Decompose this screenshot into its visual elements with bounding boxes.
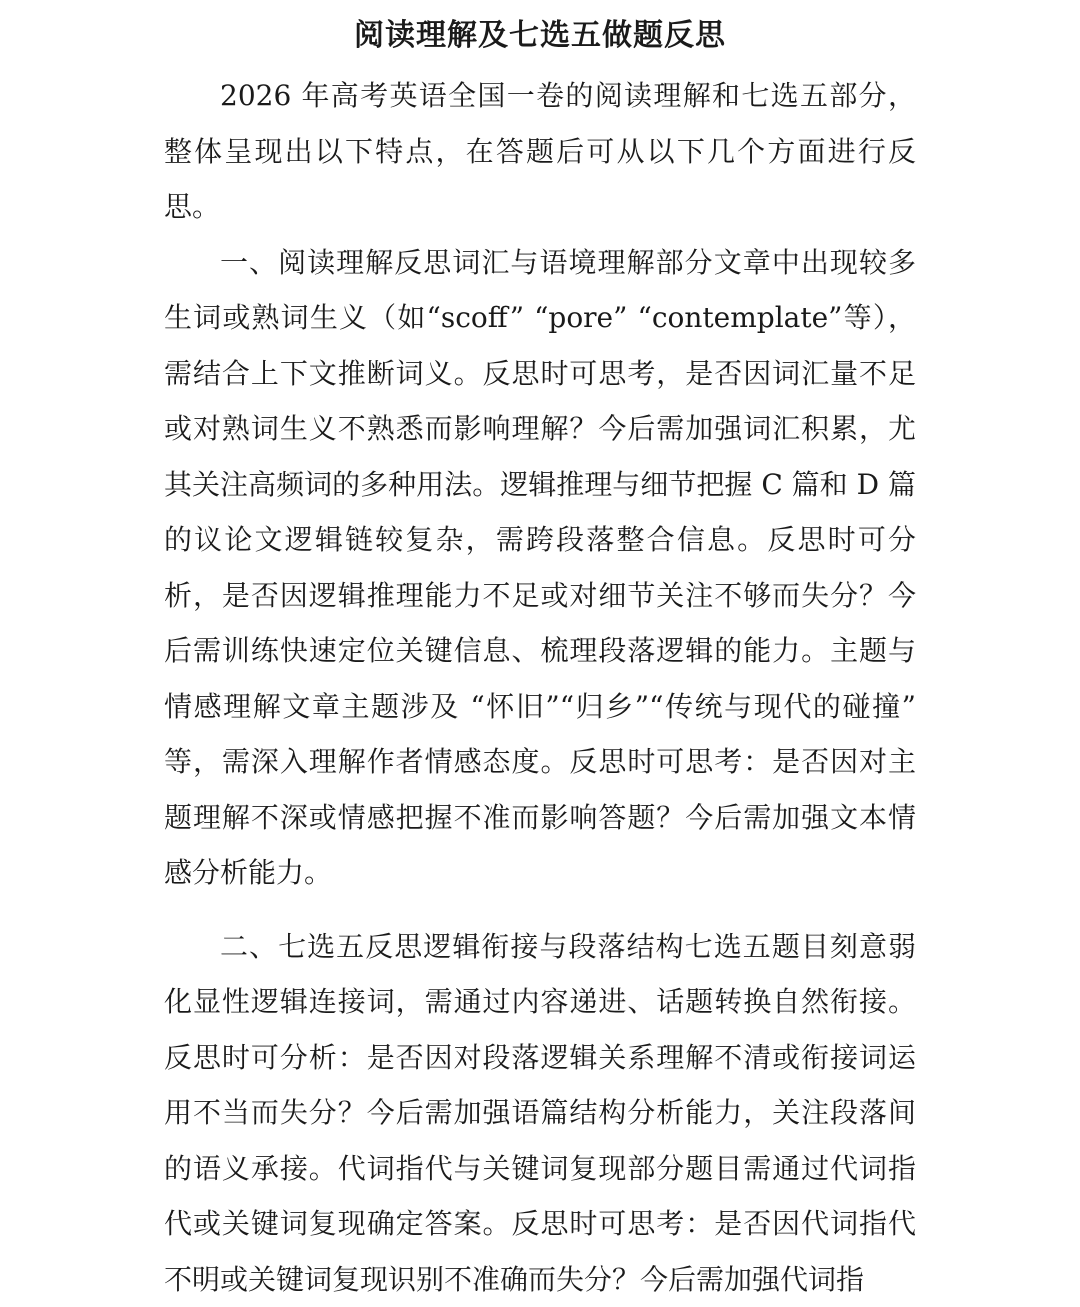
document-body bbox=[164, 68, 916, 1307]
seven-choose-five-paragraph: 二、七选五反思逻辑衔接与段落结构七选五题目刻意弱化显性逻辑连接词，需通过内容递进、话题转换自然衔接。反思时可分析：是否因对段落逻辑关系理解不清或衔接词运用不当而失分？今后需加强语篇结构分析能力，关注段落间的语义承接。代词指代与关键词复现部分题目需通过代词指代或关键词复现确定答案。反思时可思考：是否因代词指代不明或关键词复现识别不准确而失分？今后需加强代词指 bbox=[164, 919, 916, 1307]
document-title: 阅读理解及七选五做题反思 bbox=[164, 14, 916, 58]
reading-reflection-paragraph: 一、阅读理解反思词汇与语境理解部分文章中出现较多生词或熟词生义（如“scoff” “pore” “contemplate”等），需结合上下文推断词义。反思时可思考，是否因词汇量不足或对熟词生义不熟悉而影响理解？今后需加强词汇积累，尤其关注高频词的多种用法。逻辑推理与细节把握 C 篇和 D 篇的议论文逻辑链较复杂，需跨段落整合信息。反思时可分析，是否因逻辑推理能力不足或对细节关注不够而失分？今后需训练快速定位关键信息、梳理段落逻辑的能力。主题与情感理解文章主题涉及 “怀旧”“归乡”“传统与现代的碰撞” 等，需深入理解作者情感态度。反思时可思考：是否因对主题理解不深或情感把握不准而影响答题？今后需加强文本情感分析能力。 bbox=[164, 235, 916, 901]
document-page bbox=[164, 0, 916, 1265]
intro-paragraph: 2026 年高考英语全国一卷的阅读理解和七选五部分，整体呈现出以下特点，在答题后可从以下几个方面进行反思。 bbox=[164, 68, 916, 235]
